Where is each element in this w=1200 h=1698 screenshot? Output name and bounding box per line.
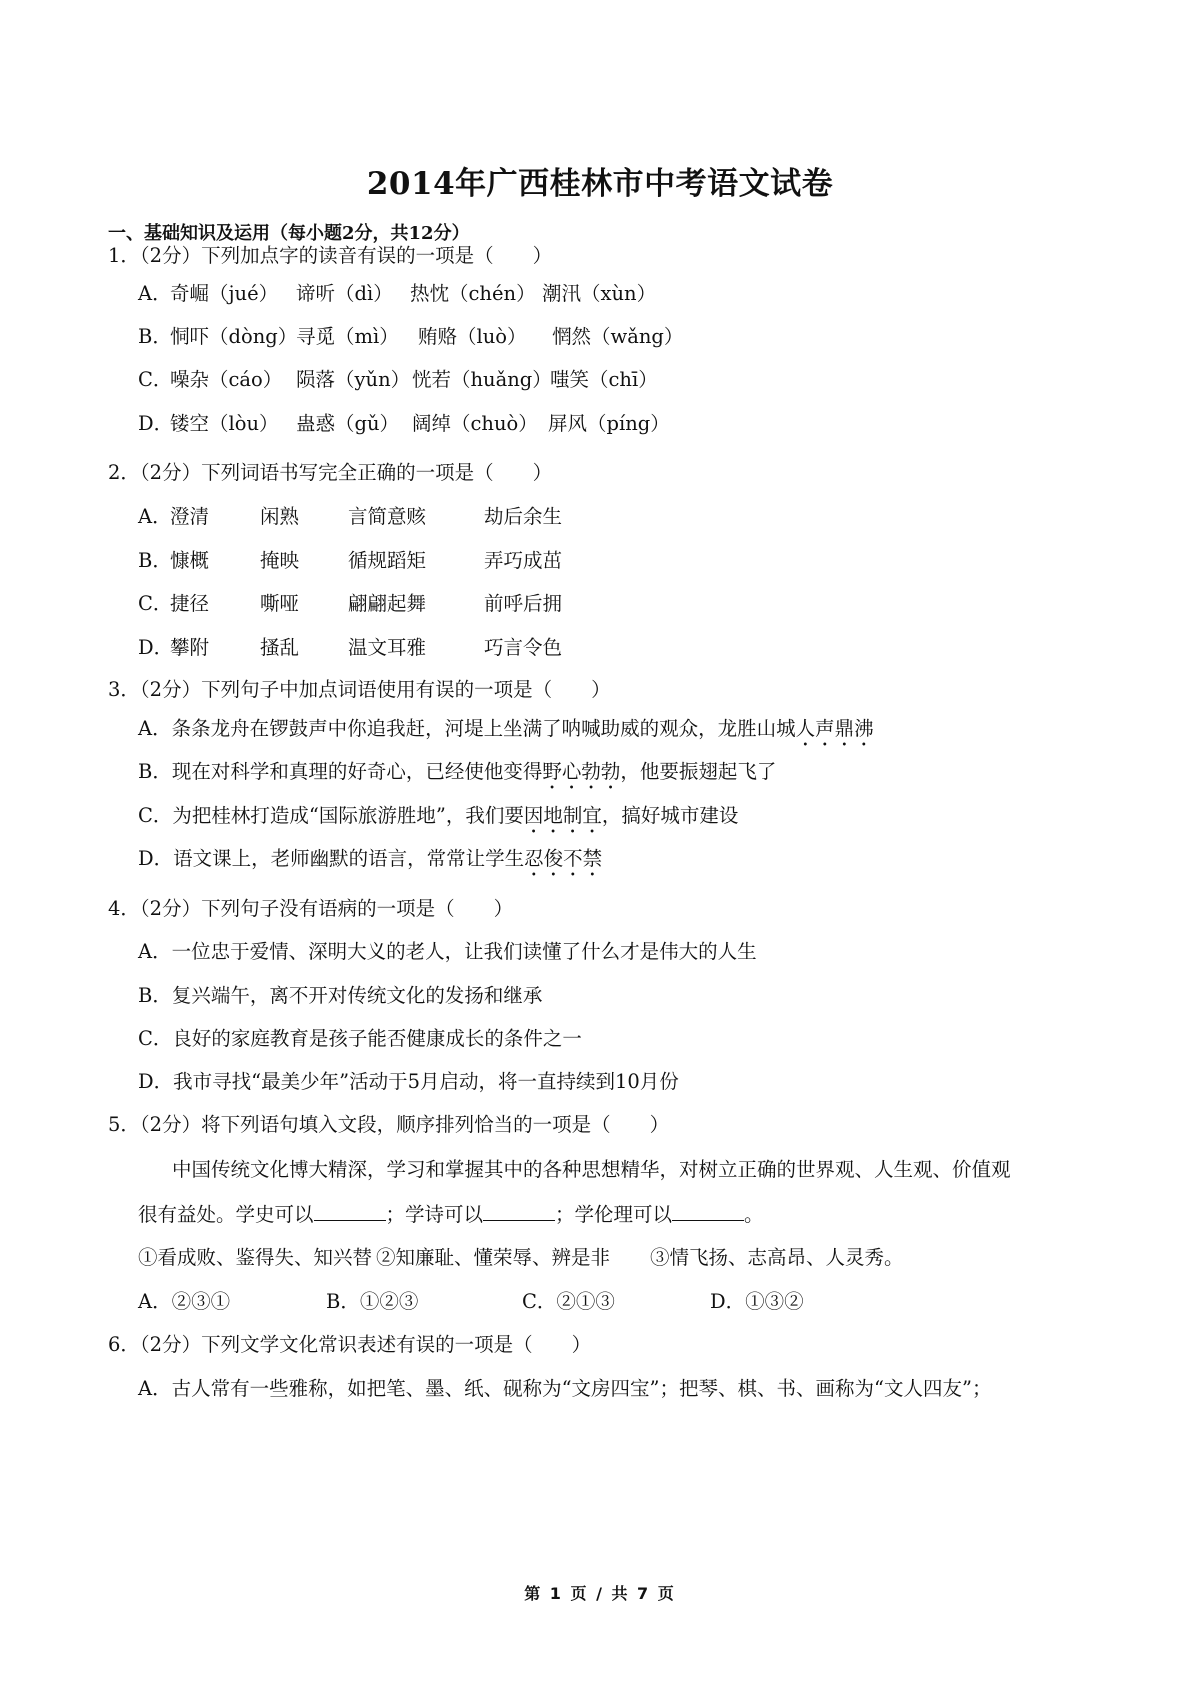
question-4-option-c: C．良好的家庭教育是孩子能否健康成长的条件之一 xyxy=(138,1027,582,1050)
option-item: 弄巧成茁 xyxy=(484,549,563,572)
option-letter: C． xyxy=(138,592,173,615)
option-item: 捷径 xyxy=(170,592,210,615)
option-letter: D． xyxy=(138,412,174,435)
option-item: C．②①③ xyxy=(522,1290,615,1313)
option-text: C．为把桂林打造成“国际旅游胜地”，我们要 xyxy=(138,804,524,827)
question-5-options xyxy=(138,1288,804,1316)
question-4-option-d: D．我市寻找“最美少年”活动于5月启动，将一直持续到10月份 xyxy=(138,1070,679,1093)
question-4-option-a: A．一位忠于爱情、深明大义的老人，让我们读懂了什么才是伟大的人生 xyxy=(138,940,757,963)
option-letter: A． xyxy=(138,505,172,528)
answer-blank xyxy=(672,1200,744,1221)
option-item: 寻觅（mì） xyxy=(296,325,399,348)
option-item: 惘然（wǎng） xyxy=(552,325,684,348)
option-item: 蛊惑（gǔ） xyxy=(296,412,400,435)
answer-blank xyxy=(314,1200,386,1221)
question-2-stem: 2．（2分）下列词语书写完全正确的一项是（ ） xyxy=(108,461,553,484)
question-5-stem: 5．（2分）将下列语句填入文段，顺序排列恰当的一项是（ ） xyxy=(108,1113,670,1136)
question-1-option-c xyxy=(138,366,658,394)
option-item: 掩映 xyxy=(260,549,300,572)
option-item: 翩翩起舞 xyxy=(348,592,427,615)
page-footer: 第 1 页 / 共 7 页 xyxy=(524,1584,676,1603)
option-item: A．②③① xyxy=(138,1290,231,1313)
dotted-phrase: 野心勃勃 xyxy=(542,760,621,783)
option-item: 巧言令色 xyxy=(484,636,563,659)
question-1-option-a xyxy=(138,280,656,308)
passage-text: ；学伦理可以 xyxy=(555,1203,673,1226)
option-letter: A． xyxy=(138,282,172,305)
option-text: ，他要振翅起飞了 xyxy=(620,760,777,783)
item: ②知廉耻、懂荣辱、辨是非 xyxy=(376,1246,611,1269)
question-5-passage-line-1: 中国传统文化博大精深，学习和掌握其中的各种思想精华，对树立正确的世界观、人生观、价值观 xyxy=(172,1158,1011,1181)
question-4-stem: 4．（2分）下列句子没有语病的一项是（ ） xyxy=(108,897,514,920)
option-item: 嘶哑 xyxy=(260,592,300,615)
option-item: 热忱（chén） xyxy=(410,282,536,305)
option-item: 前呼后拥 xyxy=(484,592,563,615)
question-2-option-d xyxy=(138,634,562,662)
option-item: 恍若（huǎng） xyxy=(412,368,552,391)
option-item: 谛听（dì） xyxy=(296,282,393,305)
dotted-phrase: 忍俊不禁 xyxy=(524,847,603,870)
option-item: 潮汛（xùn） xyxy=(542,282,657,305)
option-item: 屏风（píng） xyxy=(548,412,670,435)
option-item: 言简意赅 xyxy=(348,505,427,528)
option-item: 陨落（yǔn） xyxy=(296,368,411,391)
question-3-option-b xyxy=(138,758,776,794)
question-2-option-a xyxy=(138,503,562,531)
answer-blank xyxy=(483,1200,555,1221)
option-item: 嗤笑（chī） xyxy=(550,368,658,391)
option-item: 劫后余生 xyxy=(484,505,563,528)
section-heading: 一、基础知识及运用（每小题2分，共12分） xyxy=(108,223,470,244)
passage-text: 。 xyxy=(744,1203,764,1226)
option-item: 阔绰（chuò） xyxy=(412,412,538,435)
passage-text: ；学诗可以 xyxy=(385,1203,484,1226)
option-item: 奇崛（jué） xyxy=(170,282,279,305)
page-title: 2014年广西桂林市中考语文试卷 xyxy=(366,166,834,202)
option-item: 攀附 xyxy=(170,636,210,659)
item: ①看成败、鉴得失、知兴替 xyxy=(138,1246,373,1269)
question-6-stem: 6．（2分）下列文学文化常识表述有误的一项是（ ） xyxy=(108,1333,592,1356)
option-item: 贿赂（luò） xyxy=(418,325,527,348)
question-3-option-c xyxy=(138,802,738,838)
option-letter: C． xyxy=(138,368,173,391)
question-2-option-c xyxy=(138,590,562,618)
question-4-option-b: B．复兴端午，离不开对传统文化的发扬和继承 xyxy=(138,984,543,1007)
question-1-stem: 1．（2分）下列加点字的读音有误的一项是（ ） xyxy=(108,244,553,267)
question-5-passage-line-2 xyxy=(138,1200,764,1229)
option-item: 镂空（lòu） xyxy=(170,412,279,435)
question-1-option-b xyxy=(138,323,683,351)
question-2-option-b xyxy=(138,547,562,575)
option-letter: B． xyxy=(138,325,172,348)
item: ③情飞扬、志高昂、人灵秀。 xyxy=(650,1246,904,1269)
option-item: 澄清 xyxy=(170,505,210,528)
question-3-option-d xyxy=(138,845,602,881)
question-6-option-a: A．古人常有一些雅称，如把笔、墨、纸、砚称为“文房四宝”；把琴、棋、书、画称为“文人四友”； xyxy=(138,1377,992,1400)
option-text: B．现在对科学和真理的好奇心，已经使他变得 xyxy=(138,760,543,783)
option-text: ，搞好城市建设 xyxy=(601,804,739,827)
option-letter: D． xyxy=(138,636,174,659)
option-item: 温文耳雅 xyxy=(348,636,427,659)
passage-text: 很有益处。学史可以 xyxy=(138,1203,314,1226)
option-text: D．语文课上，老师幽默的语言，常常让学生 xyxy=(138,847,525,870)
option-item: 噪杂（cáo） xyxy=(170,368,283,391)
option-item: 循规蹈矩 xyxy=(348,549,427,572)
question-5-items xyxy=(138,1244,904,1272)
option-item: 恫吓（dòng） xyxy=(170,325,298,348)
dotted-phrase: 因地制宜 xyxy=(523,804,602,827)
option-item: B．①②③ xyxy=(326,1290,419,1313)
option-item: 闲熟 xyxy=(260,505,300,528)
dotted-phrase: 人声鼎沸 xyxy=(795,717,874,740)
question-3-option-a xyxy=(138,715,874,751)
question-1-option-d xyxy=(138,410,670,438)
option-text: A．条条龙舟在锣鼓声中你追我赶，河堤上坐满了呐喊助威的观众，龙胜山城 xyxy=(138,717,796,740)
option-item: D．①③② xyxy=(710,1290,804,1313)
option-item: 搔乱 xyxy=(260,636,300,659)
question-3-stem: 3．（2分）下列句子中加点词语使用有误的一项是（ ） xyxy=(108,678,611,701)
option-letter: B． xyxy=(138,549,172,572)
option-item: 慷概 xyxy=(170,549,210,572)
